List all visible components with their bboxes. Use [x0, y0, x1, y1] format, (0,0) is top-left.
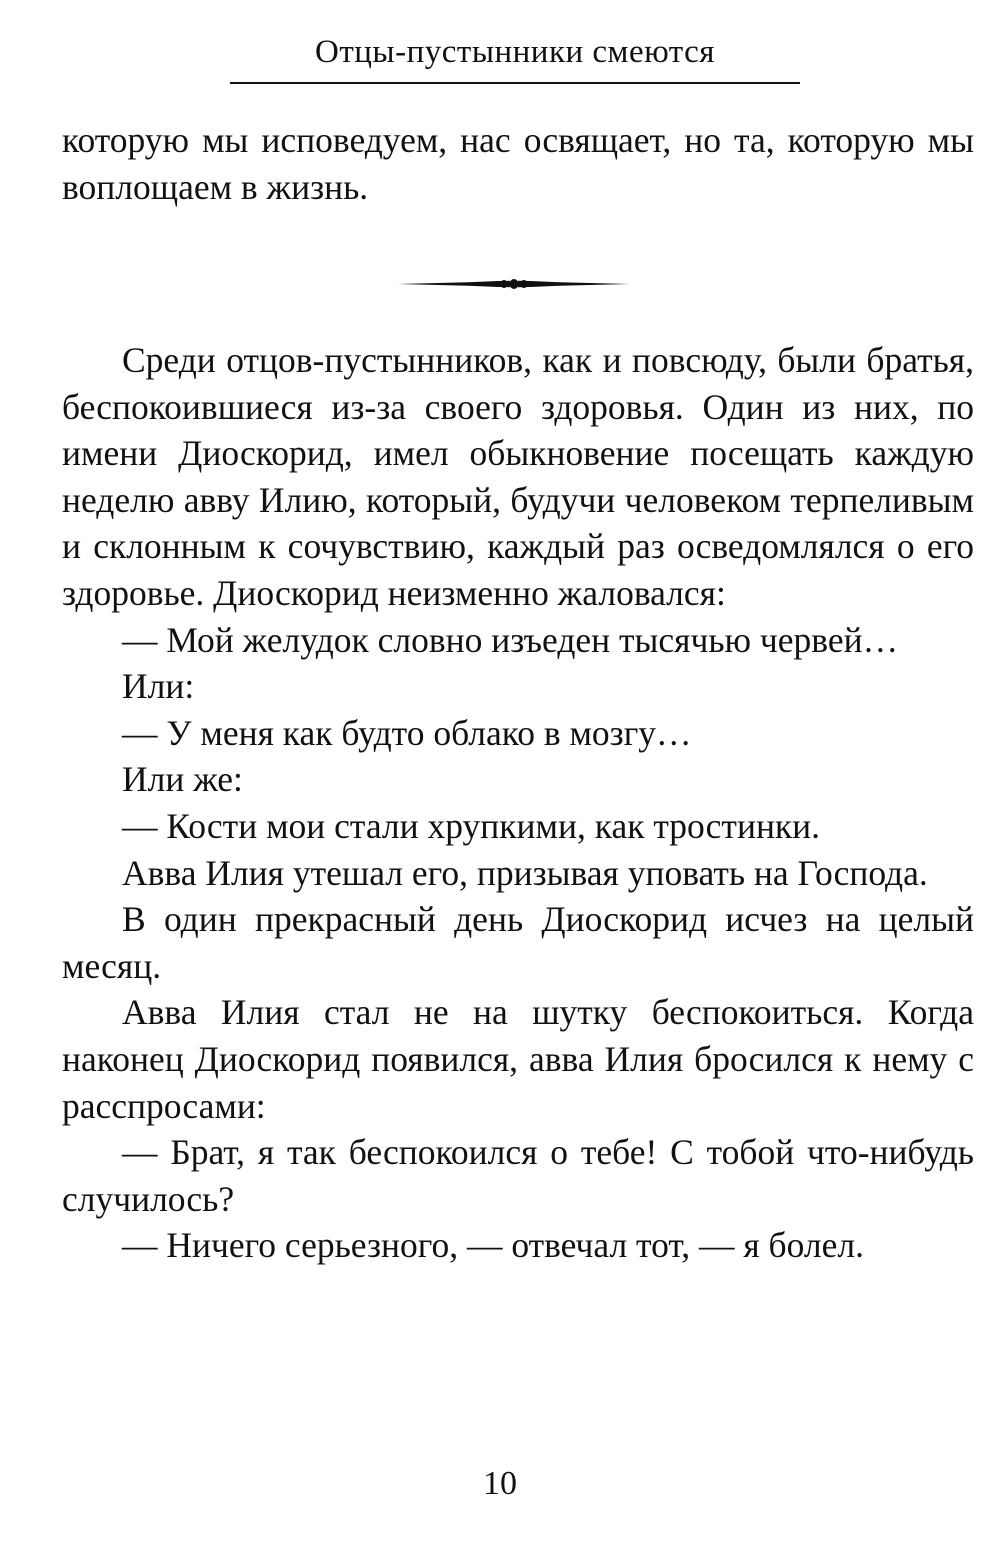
paragraph: Или же:: [122, 759, 243, 800]
paragraph: Или:: [122, 666, 195, 707]
dialogue-line: — Мой желудок словно изъеден тысячью червей…: [122, 619, 899, 660]
paragraph: Авва Илия стал не на шутку беспокоиться. Когда наконец Диоскорид появился, авва Илия бросился к нему с расспросами:: [62, 992, 974, 1126]
dialogue-line: — Ничего серьезного, — отвечал тот, — я болел.: [122, 1225, 864, 1266]
page-number: 10: [483, 1465, 517, 1502]
paragraph: В один прекрасный день Диоскорид исчез на целый месяц.: [62, 899, 974, 986]
dialogue-line: — У меня как будто облако в мозгу…: [122, 712, 692, 753]
story-text-block: [62, 337, 974, 1269]
paragraph: Среди отцов-пустынников, как и повсюду, были братья, беспокоившиеся из-за своего здоровья. Один из них, по имени Диоскорид, имел обыкновение посещать каждую неделю авву Илию, который, будучи человеком терпеливым и склонным к сочувствию, каждый раз осведомлялся о его здоровье. Диоскорид неизменно жаловался:: [62, 340, 974, 613]
header-rule: [230, 82, 800, 84]
dialogue-line: — Кости мои стали хрупкими, как тростинки.: [122, 805, 821, 846]
dialogue-line: — Брат, я так беспокоился о тебе! С тобой что-нибудь случилось?: [62, 1132, 974, 1219]
continuation-paragraph: которую мы исповедуем, нас освящает, но та, которую мы воплощаем в жизнь.: [62, 120, 974, 207]
paragraph: Авва Илия утешал его, призывая уповать на Господа.: [122, 852, 928, 893]
previous-text-block: [62, 117, 974, 210]
running-header: Отцы-пустынники смеются: [315, 34, 715, 70]
ornamental-divider-icon: [398, 270, 630, 298]
